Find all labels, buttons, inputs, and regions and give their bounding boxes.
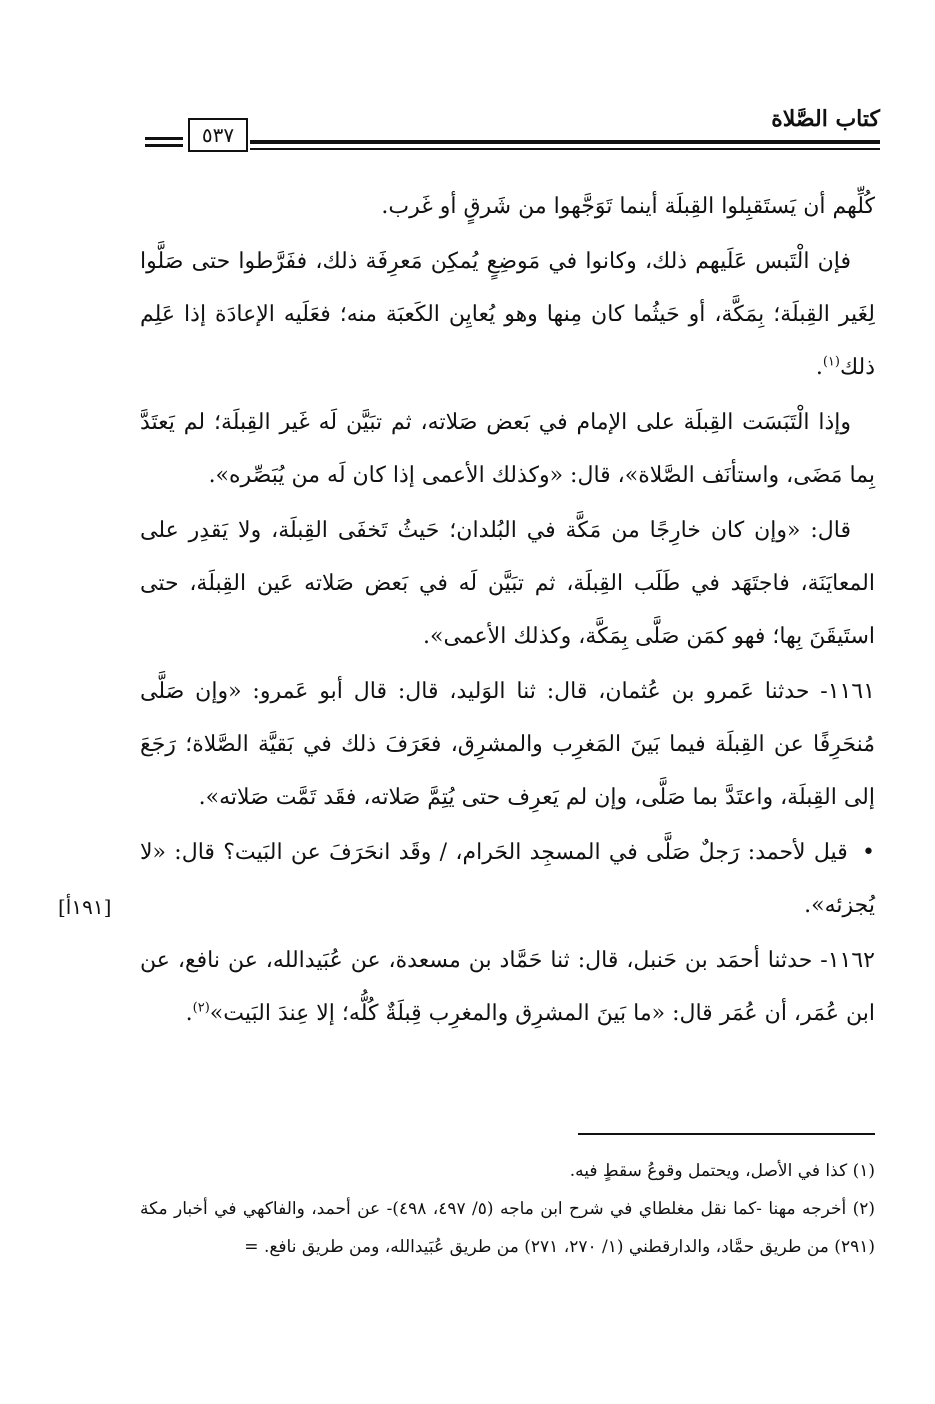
paragraph-4: قال: «وإن كان خارِجًا من مَكَّة في البُلدان؛ حَيثُ تَخفَى القِبلَة، ولا يَقدِر على المعايَنَة، فاجتَهَد في طَلَب القِبلَة، ثم تبَيَّن لَه في بَعض صَلاته عَين القِبلَة، حتى استَيقَنَ بِها؛ فهو كمَن صَلَّى بِمَكَّة، وكذلك الأعمى». [140,518,875,649]
header-dash-bottom [145,144,183,147]
page-number: ٥٣٧ [188,118,248,152]
paragraph-bullet [140,826,875,932]
hadith-1162-end: . [185,1001,193,1026]
paragraph-3: وإذا الْتَبَسَت القِبلَة على الإمام في بَعض صَلاته، ثم تبَيَّن لَه غَير القِبلَة؛ لم يَعتَدَّ بِما مَضَى، واستأنَف الصَّلاة»، قال: «وكذلك الأعمى إذا كان لَه من يُبَصِّره». [140,410,875,488]
footnote-ref-2: (٢) [192,1000,210,1016]
header-rule-thin [250,148,880,150]
paragraph-2-end: . [815,355,823,380]
main-text [140,180,875,1042]
margin-folio-reference: [١٩١أ] [58,895,112,919]
paragraph-1: كُلِّهم أن يَستَقبِلوا القِبلَة أينما تَوَجَّهوا من شَرقٍ أو غَرب. [381,194,875,219]
header-rule-thick [250,140,880,144]
footnote-separator [578,1133,875,1135]
hadith-1161: ١١٦١- حدثنا عَمرو بن عُثمان، قال: ثنا الوَليد، قال: قال أبو عَمرو: «وإن صَلَّى مُنحَرِفًا عن القِبلَة فيما بَينَ المَغرِب والمشرِق، فعَرَفَ ذلك في بَقيَّة الصَّلاة؛ رَجَعَ إلى القِبلَة، واعتَدَّ بما صَلَّى، وإن لم يَعرِف حتى يُتِمَّ صَلاته، فقَد تَمَّت صَلاته». [140,679,875,810]
running-header-title: كتاب الصَّلاة [771,106,880,132]
hadith-1162-text: ١١٦٢- حدثنا أحمَد بن حَنبل، قال: ثنا حَمَّاد بن مسعدة، عن عُبَيدالله، عن نافع، عن ابن عُمَر، أن عُمَر قال: «ما بَينَ المشرِق والمغرِب قِبلَةٌ كُلُّه؛ إلا عِندَ البَيت» [140,948,875,1026]
footnote-ref-1: (١) [822,354,840,370]
footnote-2: (٢) أخرجه مهنا -كما نقل مغلطاي في شرح ابن ماجه (٥/ ٤٩٧، ٤٩٨)- عن أحمد، والفاكهي في أخبار مكة (٢٩١) من طريق حمَّاد، والدارقطني (١/ ٢٧٠، ٢٧١) من طريق عُبَيدالله، ومن طريق نافع. = [140,1199,876,1257]
paragraph-bullet-text: قيل لأحمد: رَجلٌ صَلَّى في المسجِد الحَرام، / وقَد انحَرَفَ عن البَيت؟ قال: «لا يُجزئه». [140,840,875,918]
paragraph-2-text: فإن الْتَبس عَلَيهم ذلك، وكانوا في مَوضِعٍ يُمكِن مَعرِفَة ذلك، ففَرَّطوا حتى صَلَّوا لِغَير القِبلَة؛ بِمَكَّة، أو حَيثُما كان مِنها وهو يُعايِن الكَعبَة منه؛ فعَلَيه الإعادَة إذا عَلِم ذلك [140,249,875,380]
hadith-1162 [140,934,875,1040]
footnote-1: (١) كذا في الأصل، ويحتمل وقوعُ سقطٍ فيه. [569,1161,875,1181]
header-dash-top [145,137,183,140]
bullet-icon: • [862,840,875,865]
paragraph-2 [140,235,875,394]
footnotes [140,1152,875,1266]
